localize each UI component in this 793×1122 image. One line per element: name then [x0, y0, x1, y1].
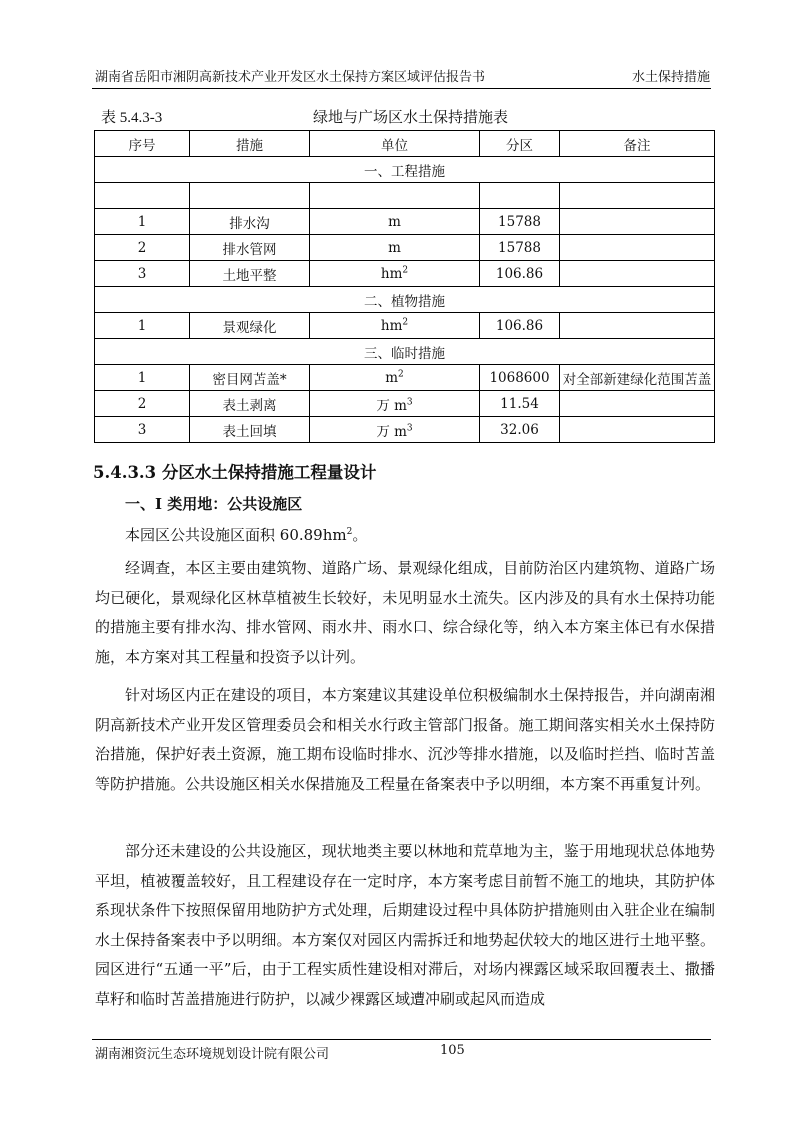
- table-row: [95, 365, 715, 391]
- col-header-unit: 单位: [310, 131, 480, 157]
- cell-measure: 排水沟: [190, 209, 310, 235]
- paragraph-area: 本园区公共设施区面积 $60.89hm^2$。: [125, 526, 368, 544]
- cell-unit: $m^2$: [310, 365, 480, 391]
- cell-unit: $hm^2$: [310, 261, 480, 287]
- cell-no: 2: [95, 235, 190, 261]
- table-row: [95, 261, 715, 287]
- table-row: [95, 209, 715, 235]
- cell-measure: 景观绿化: [190, 313, 310, 339]
- section-label: 三、临时措施: [95, 339, 715, 365]
- paragraph-unbuilt: 部分还未建设的公共设施区，现状地类主要以林地和荒草地为主，鉴于用地现状总体地势平坦，植被覆盖较好，且工程建设存在一定时序，本方案考虑目前暂不施工的地块，其防护体系现状条件下按照保留用地防护方式处理，后期建设过程中具体防护措施则由入驻企业在编制水土保持备案表中予以明细。本方案仅对园区内需拆迁和地势起伏较大的地区进行土地平整。园区进行“五通一平”后，由于工程实质性建设相对滞后，对场内裸露区域采取回覆表土、撒播草籽和临时苫盖措施进行防护，以减少裸露区域遭冲刷或起风而造成: [95, 842, 715, 1008]
- table-row: [95, 391, 715, 417]
- subsection-heading: 一、I 类用地：公共设施区: [125, 495, 303, 513]
- cell-note: [560, 209, 715, 235]
- cell-measure: 土地平整: [190, 261, 310, 287]
- cell-value: 11.54: [480, 391, 560, 417]
- table-header-row: [95, 131, 715, 157]
- cell-unit: 万 $m^3$: [310, 391, 480, 417]
- cell-unit: m: [310, 209, 480, 235]
- header-divider: [92, 88, 711, 89]
- cell-unit: $hm^2$: [310, 313, 480, 339]
- cell-no: 1: [95, 365, 190, 391]
- section-heading: 5.4.3.3 分区水土保持措施工程量设计: [93, 463, 377, 482]
- cell-measure: 排水管网: [190, 235, 310, 261]
- cell-value: 106.86: [480, 261, 560, 287]
- cell-value: 32.06: [480, 417, 560, 443]
- cell-note: [560, 391, 715, 417]
- col-header-measure: 措施: [190, 131, 310, 157]
- cell-unit: 万 $m^3$: [310, 417, 480, 443]
- table-number: 表 5.4.3-3: [101, 110, 163, 126]
- col-header-no: 序号: [95, 131, 190, 157]
- cell-no: 1: [95, 313, 190, 339]
- footer-divider: [92, 1039, 711, 1040]
- cell-note: [560, 235, 715, 261]
- cell-value: 1068600: [480, 365, 560, 391]
- cell-value: 15788: [480, 209, 560, 235]
- cell-measure: 密目网苫盖*: [190, 365, 310, 391]
- cell-measure: 表土剥离: [190, 391, 310, 417]
- table-row: [95, 417, 715, 443]
- table-row-empty: [95, 183, 715, 209]
- measures-table: [94, 130, 715, 443]
- cell-unit: m: [310, 235, 480, 261]
- section-label: 一、工程措施: [95, 157, 715, 183]
- cell-note: [560, 261, 715, 287]
- cell-note: [560, 417, 715, 443]
- cell-no: 3: [95, 261, 190, 287]
- paragraph-construction: 针对场区内正在建设的项目，本方案建议其建设单位积极编制水土保持报告，并向湖南湘阴高新技术产业开发区管理委员会和相关水行政主管部门报备。施工期间落实相关水土保持防治措施，保护好表土资源，施工期布设临时排水、沉沙等排水措施，以及临时拦挡、临时苫盖等防护措施。公共设施区相关水保措施及工程量在备案表中予以明细，本方案不再重复计列。: [95, 686, 715, 793]
- table-row: [95, 313, 715, 339]
- section-row-engineering: [95, 157, 715, 183]
- header-section: 水土保持措施: [631, 70, 710, 85]
- page-number: 105: [440, 1043, 465, 1058]
- col-header-value: 分区: [480, 131, 560, 157]
- col-header-note: 备注: [560, 131, 715, 157]
- paragraph-survey: 经调查，本区主要由建筑物、道路广场、景观绿化组成，目前防治区内建筑物、道路广场均已硬化，景观绿化区林草植被生长较好，未见明显水土流失。区内涉及的具有水土保持功能的措施主要有排水沟、排水管网、雨水井、雨水口、综合绿化等，纳入本方案主体已有水保措施，本方案对其工程量和投资予以计列。: [95, 559, 715, 666]
- cell-value: 106.86: [480, 313, 560, 339]
- cell-no: 2: [95, 391, 190, 417]
- footer-company: 湖南湘资沅生态环境规划设计院有限公司: [95, 1047, 330, 1062]
- cell-note: 对全部新建绿化范围苫盖: [560, 365, 715, 391]
- section-row-vegetation: [95, 287, 715, 313]
- cell-measure: 表土回填: [190, 417, 310, 443]
- cell-value: 15788: [480, 235, 560, 261]
- cell-no: 3: [95, 417, 190, 443]
- header-title: 湖南省岳阳市湘阴高新技术产业开发区水土保持方案区域评估报告书: [95, 70, 486, 85]
- table-row: [95, 235, 715, 261]
- section-label: 二、植物措施: [95, 287, 715, 313]
- table-title: 绿地与广场区水土保持措施表: [313, 108, 509, 126]
- cell-no: 1: [95, 209, 190, 235]
- cell-note: [560, 313, 715, 339]
- section-row-temporary: [95, 339, 715, 365]
